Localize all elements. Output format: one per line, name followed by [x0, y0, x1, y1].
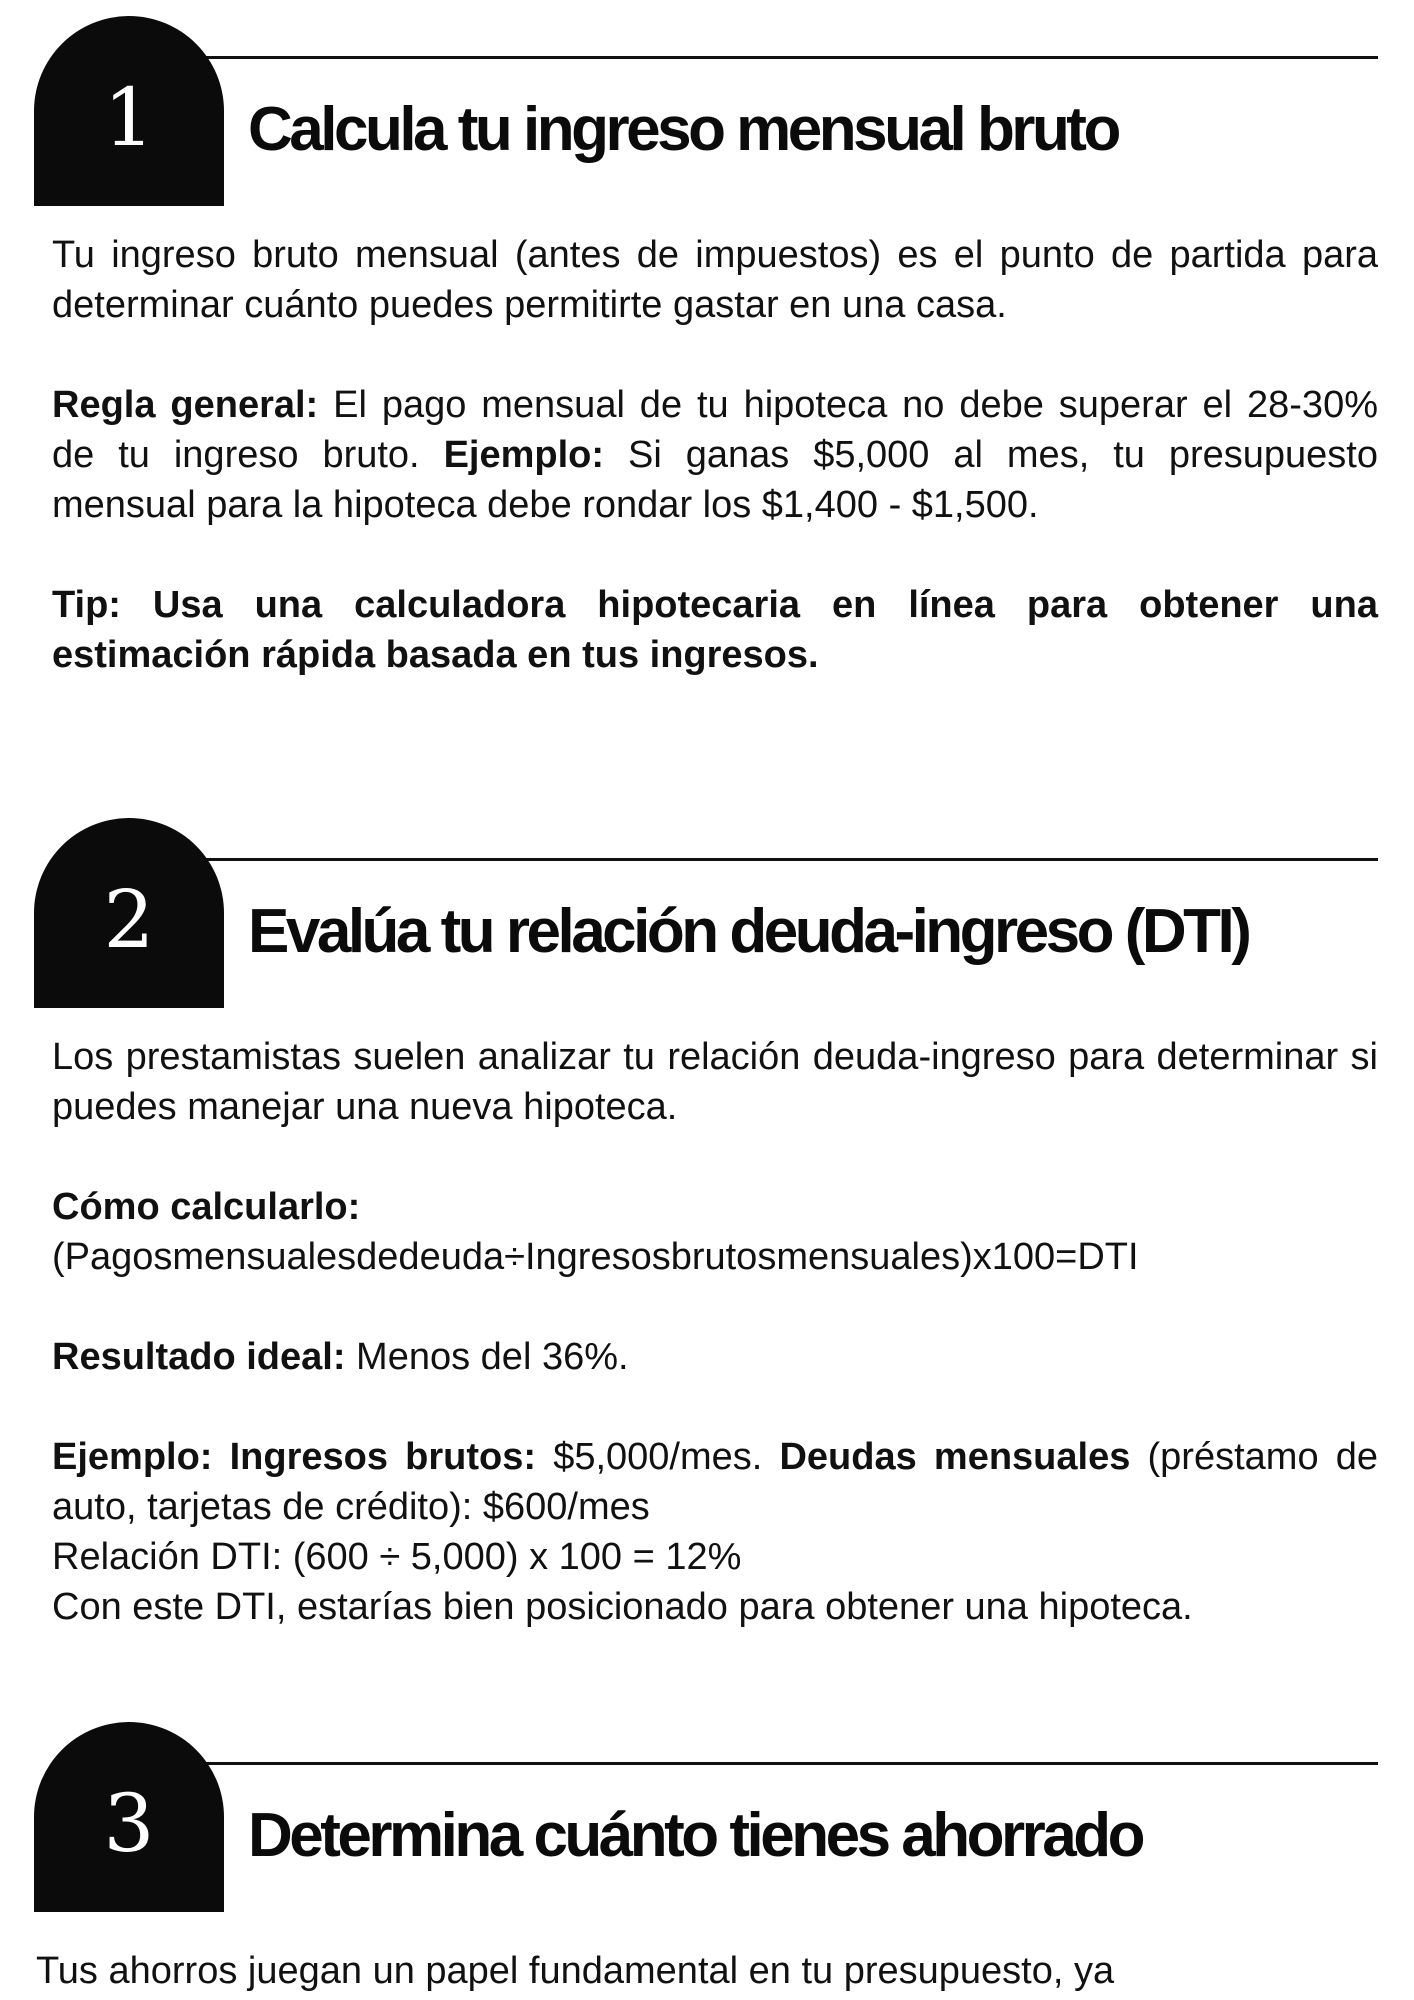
section-2-body [52, 1032, 1378, 1632]
calc-label: Cómo calcularlo: [52, 1186, 361, 1228]
example-label: Ejemplo: [443, 434, 605, 476]
section-3-title: Determina cuánto tienes ahorrado [248, 1801, 1143, 1870]
section-1-title: Calcula tu ingreso mensual bruto [248, 95, 1118, 164]
dti-example: Ejemplo: Ingresos brutos: $5,000/mes. Deudas mensuales (préstamo de auto, tarjetas de crédito): $600/mes [52, 1436, 1378, 1528]
section-1-number-badge: 1 [34, 16, 224, 206]
section-1-body [52, 230, 1378, 680]
example-text: Si ganas $5,000 al mes, tu presupuesto mensual para la hipoteca debe rondar los $1,400 - $1,500. [52, 434, 1378, 526]
dti-conclusion: Con este DTI, estarías bien posicionado para obtener una hipoteca. [52, 1586, 1193, 1628]
section-2-intro: Los prestamistas suelen analizar tu relación deuda-ingreso para determinar si puedes manejar una nueva hipoteca. [52, 1036, 1378, 1128]
rule-text: El pago mensual de tu hipoteca no debe superar el 28-30% de tu ingreso bruto. [52, 384, 1378, 476]
section-1-header [0, 16, 1414, 206]
tip-text: Tip: Usa una calculadora hipotecaria en línea para obtener una estimación rápida basada en tus ingresos. [52, 584, 1378, 676]
section-1-intro: Tu ingreso bruto mensual (antes de impuestos) es el punto de partida para determinar cuánto puedes permitirte gastar en una casa. [52, 234, 1378, 326]
section-1-tip [52, 580, 1378, 680]
dti-ratio-line: Relación DTI: (600 ÷ 5,000) x 100 = 12% [52, 1536, 742, 1578]
section-2-title: Evalúa tu relación deuda-ingreso (DTI) [248, 897, 1249, 966]
section-1-rule-paragraph [52, 380, 1378, 530]
ideal-result: Resultado ideal: Menos del 36%. [52, 1336, 629, 1378]
section-3-number-badge: 3 [34, 1722, 224, 1912]
section-2-header [0, 818, 1414, 1008]
section-3-rule [200, 1762, 1378, 1765]
section-3-body [36, 1946, 1378, 1996]
calc-formula: (Pagosmensualesdedeuda÷Ingresosbrutosmensuales)x100=DTI [52, 1236, 1139, 1278]
section-3-intro: Tus ahorros juegan un papel fundamental en tu presupuesto, ya [36, 1950, 1115, 1992]
section-2-rule [200, 858, 1378, 861]
rule-label: Regla general: [52, 384, 319, 426]
section-3-header [0, 1722, 1414, 1912]
section-1-rule [200, 56, 1378, 59]
section-2-number-badge: 2 [34, 818, 224, 1008]
